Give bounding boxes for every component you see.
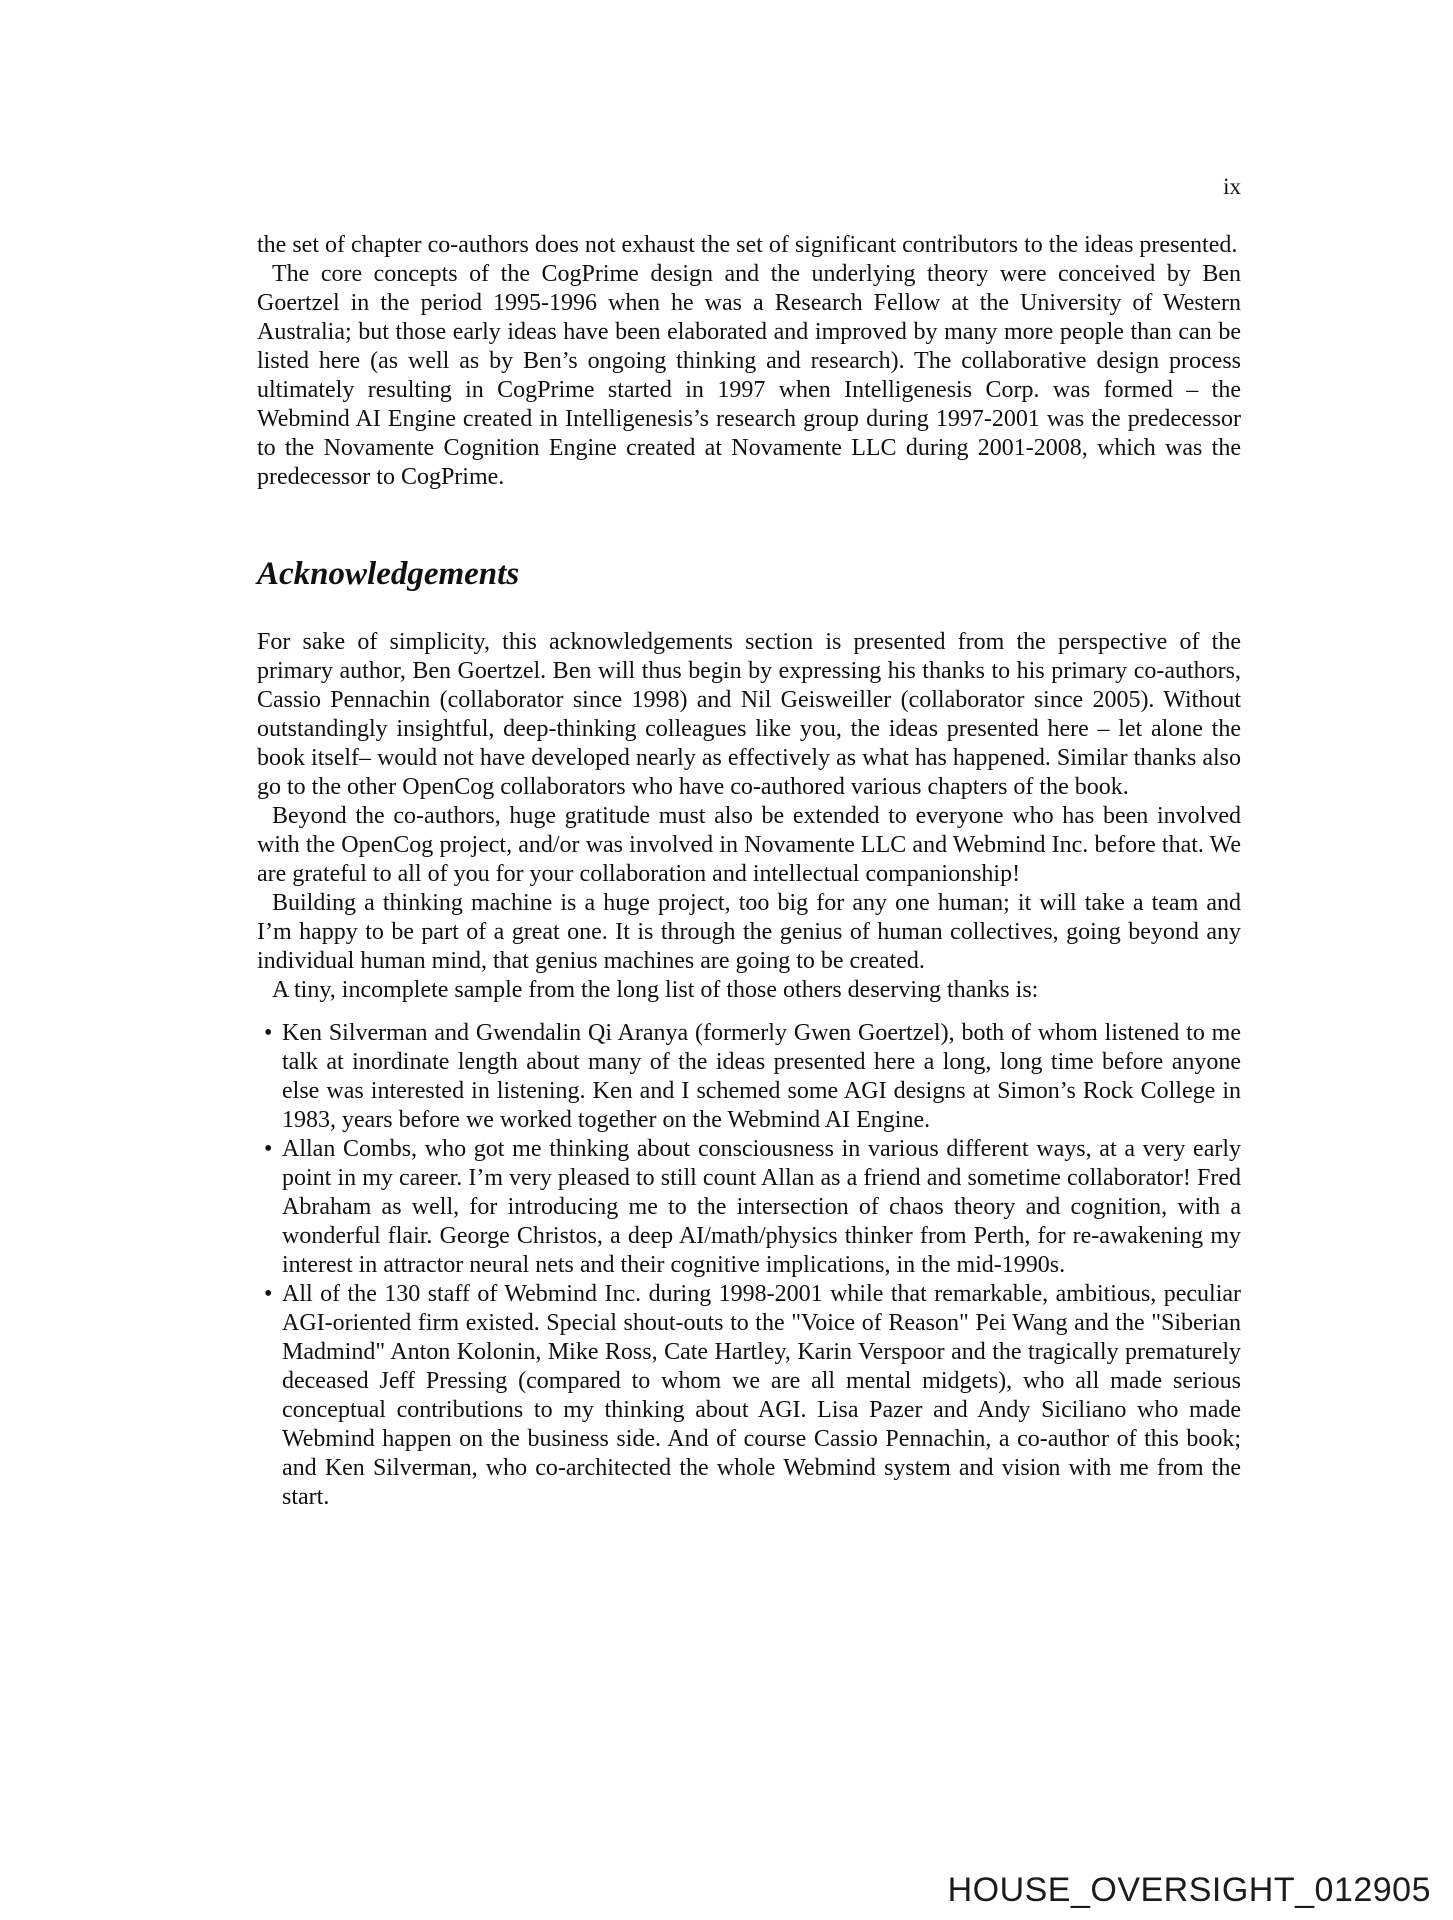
intro-paragraph-history: The core concepts of the CogPrime design and the underlying theory were conceived by Ben Goertzel in the period 1995-1996 when he was a Research Fellow at the University of Western Australia; but those early ideas have been elaborated and improved by many more people than can be listed here (as well as by Ben’s ongoing thinking and research). The collaborative design process ultimately resulting in CogPrime started in 1997 when Intelligenesis Corp. was formed – the Webmind AI Engine created in Intelligenesis’s research group during 1997-2001 was the predecessor to the Novamente Cognition Engine created at Novamente LLC during 2001-2008, which was the predecessor to CogPrime. [257,261,1241,490]
list-item [264,1135,1241,1280]
intro-paragraph-continuation: the set of chapter co-authors does not exhaust the set of significant contributors to the ideas presented. [257,232,1238,258]
list-item-text: Allan Combs, who got me thinking about consciousness in various different ways, at a very early point in my career. I’m very pleased to still count Allan as a friend and sometime collaborator! Fred Abraham as well, for introducing me to the intersection of chaos theory and cognition, with a wonderful flair. George Christos, a deep AI/math/physics thinker from Perth, for re-awakening my interest in attractor neural nets and their cognitive implications, in the mid-1990s. [282,1136,1241,1278]
page-content [257,231,1241,1512]
list-item-text: All of the 130 staff of Webmind Inc. during 1998-2001 while that remarkable, ambitious, peculiar AGI-oriented firm existed. Special shout-outs to the "Voice of Reason" Pei Wang and the "Siberian Madmind" Anton Kolonin, Mike Ross, Cate Hartley, Karin Verspoor and the tragically prematurely deceased Jeff Pressing (compared to whom we are all mental midgets), who all made serious conceptual contributions to my thinking about AGI. Lisa Pazer and Andy Siciliano who made Webmind happen on the business side. And of course Cassio Pennachin, a co-author of this book; and Ken Silverman, who co-architected the whole Webmind system and vision with me from the start. [282,1281,1241,1510]
list-item [264,1019,1241,1135]
acknowledgements-paragraph-1: For sake of simplicity, this acknowledgements section is presented from the perspective of the primary author, Ben Goertzel. Ben will thus begin by expressing his thanks to his primary co-authors, Cassio Pennachin (collaborator since 1998) and Nil Geisweiller (collaborator since 2005). Without outstandingly insightful, deep-thinking colleagues like you, the ideas presented here – let alone the book itself– would not have developed nearly as effectively as what has happened. Similar thanks also go to the other OpenCog collaborators who have co-authored various chapters of the book. [257,629,1241,800]
acknowledgements-paragraph-3: Building a thinking machine is a huge project, too big for any one human; it will take a team and I’m happy to be part of a great one. It is through the genius of human collectives, going beyond any individual human mind, that genius machines are going to be created. [257,890,1241,974]
bullet-icon: • [264,1020,273,1046]
bullet-icon: • [264,1281,273,1307]
thanks-list [257,1019,1241,1512]
page-number: ix [1223,174,1241,199]
acknowledgements-paragraph-4: A tiny, incomplete sample from the long list of those others deserving thanks is: [272,977,1039,1003]
list-item-text: Ken Silverman and Gwendalin Qi Aranya (formerly Gwen Goertzel), both of whom listened to me talk at inordinate length about many of the ideas presented here a long, long time before anyone else was interested in listening. Ken and I schemed some AGI designs at Simon’s Rock College in 1983, years before we worked together on the Webmind AI Engine. [282,1020,1241,1133]
list-item [264,1280,1241,1512]
acknowledgements-heading: Acknowledgements [257,556,520,592]
oversight-stamp: HOUSE_OVERSIGHT_012905 [947,1871,1431,1909]
bullet-icon: • [264,1136,273,1162]
acknowledgements-paragraph-2: Beyond the co-authors, huge gratitude must also be extended to everyone who has been involved with the OpenCog project, and/or was involved in Novamente LLC and Webmind Inc. before that. We are grateful to all of you for your collaboration and intellectual companionship! [257,803,1241,887]
